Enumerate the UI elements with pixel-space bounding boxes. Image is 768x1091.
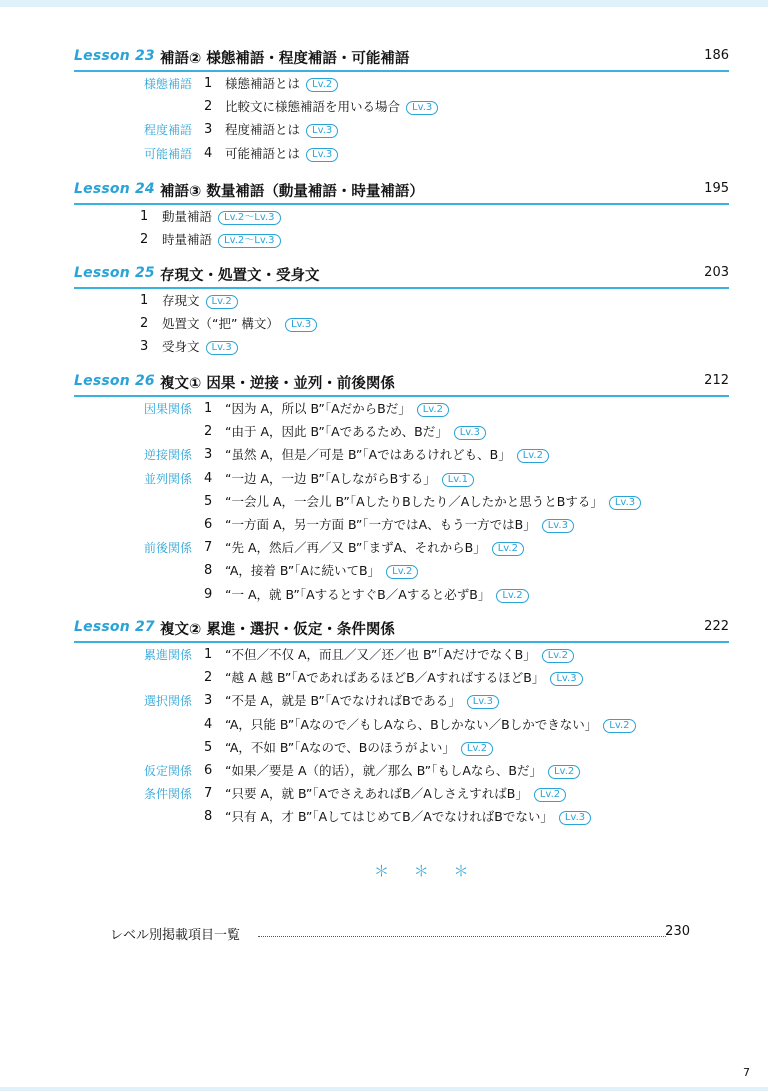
item-category: 仮定関係 <box>143 764 192 778</box>
toc-item[interactable] <box>74 399 729 421</box>
item-number: 5 <box>204 739 213 755</box>
toc-entry-label: レベル別掲載項目一覧 <box>110 928 241 943</box>
level-badge: Lv.3 <box>542 519 574 533</box>
item-category: 並列関係 <box>143 471 192 486</box>
item-text-wrap <box>162 291 238 311</box>
item-category: 前後関係 <box>143 541 192 556</box>
toc-item[interactable] <box>74 761 729 783</box>
page-number: 7 <box>743 1066 750 1079</box>
toc-item[interactable] <box>74 561 729 583</box>
item-text: 処置文（“把” 構文） <box>162 316 279 332</box>
item-number: 3 <box>204 447 213 463</box>
item-text-wrap <box>225 399 449 419</box>
toc-item[interactable] <box>74 445 729 467</box>
item-number: 5 <box>204 493 213 509</box>
item-text-wrap <box>225 784 566 804</box>
item-category: 因果関係 <box>143 402 192 416</box>
top-color-band <box>0 0 768 7</box>
toc-entry[interactable] <box>110 924 690 944</box>
toc-item[interactable] <box>74 585 729 607</box>
item-number: 3 <box>204 122 213 138</box>
level-badge: Lv.2 <box>548 765 580 779</box>
item-text: “只有 A，才 B”「AしてはじめてB／AでなければBでない」 <box>225 809 553 825</box>
level-badge: Lv.2～Lv.3 <box>218 234 281 248</box>
item-number: 1 <box>204 76 213 91</box>
lesson-block <box>74 48 729 161</box>
lesson-page-number: 212 <box>704 373 729 388</box>
toc-item[interactable] <box>74 314 729 336</box>
item-text: “先 A，然后／再／又 B”「まずA、それからB」 <box>225 540 486 556</box>
item-text: “A，接着 B”「Aに続いてB」 <box>225 563 381 579</box>
lesson-header[interactable] <box>74 48 729 72</box>
lesson-header[interactable] <box>74 181 729 205</box>
section-divider: ＊ ＊ ＊ <box>374 862 479 880</box>
item-number: 8 <box>204 809 213 825</box>
item-number: 4 <box>204 470 213 486</box>
level-badge: Lv.3 <box>550 672 582 686</box>
lesson-block <box>74 265 729 355</box>
item-text: 可能補語とは <box>225 145 301 161</box>
item-text-wrap <box>225 715 636 735</box>
item-text: “A，不如 B”「Aなので、Bのほうがよい」 <box>225 739 455 755</box>
item-text: 程度補語とは <box>225 122 301 138</box>
item-text-wrap <box>225 492 641 512</box>
item-number: 1 <box>140 209 149 224</box>
level-badge: Lv.2 <box>517 449 549 463</box>
item-text-wrap <box>225 807 591 827</box>
toc-item[interactable] <box>74 230 729 252</box>
lesson-page-number: 186 <box>704 48 729 63</box>
toc-item[interactable] <box>74 691 729 713</box>
item-number: 3 <box>204 693 213 709</box>
item-text-wrap <box>225 469 474 489</box>
item-text-wrap <box>162 314 317 334</box>
item-number: 9 <box>204 586 213 602</box>
toc-entry-page: 230 <box>665 924 690 939</box>
lesson-title: 複文① 因果・逆接・並列・前後関係 <box>160 376 395 392</box>
level-badge: Lv.3 <box>406 101 438 115</box>
item-number: 3 <box>140 339 149 355</box>
toc-item[interactable] <box>74 207 729 229</box>
lesson-page-number: 195 <box>704 181 729 196</box>
level-badge: Lv.3 <box>306 124 338 138</box>
item-number: 2 <box>140 232 149 248</box>
toc-item[interactable] <box>74 784 729 806</box>
dot-leader <box>258 936 666 937</box>
lesson-label: Lesson 26 <box>74 373 155 389</box>
item-number: 2 <box>204 670 213 686</box>
item-text-wrap <box>225 691 499 711</box>
lesson-header[interactable] <box>74 265 729 289</box>
level-badge: Lv.3 <box>467 695 499 709</box>
toc-item[interactable] <box>74 645 729 667</box>
item-text-wrap <box>225 144 338 164</box>
item-text: “一方面 A，另一方面 B”「一方ではA、もう一方ではB」 <box>225 517 536 532</box>
toc-item[interactable] <box>74 97 729 119</box>
item-text-wrap <box>225 561 418 581</box>
item-text-wrap <box>162 207 281 227</box>
item-category: 逆接関係 <box>143 448 192 463</box>
item-text: “越 A 越 B”「AであればあるほどB／AすればするほどB」 <box>225 670 545 686</box>
toc-item[interactable] <box>74 492 729 514</box>
level-badge: Lv.1 <box>442 473 474 487</box>
item-text: “虽然 A，但是／可是 B”「Aではあるけれども、B」 <box>225 447 511 463</box>
item-text-wrap <box>225 422 486 442</box>
toc-item[interactable] <box>74 337 729 359</box>
item-number: 7 <box>204 786 213 802</box>
item-text: “因为 A，所以 B”「AだからBだ」 <box>225 401 411 416</box>
level-badge: Lv.3 <box>454 426 486 440</box>
level-badge: Lv.3 <box>306 148 338 162</box>
level-badge: Lv.2 <box>492 542 524 556</box>
toc-item[interactable] <box>74 422 729 444</box>
item-number: 7 <box>204 540 213 556</box>
item-text-wrap <box>162 230 281 250</box>
lesson-label: Lesson 25 <box>74 265 155 281</box>
toc-item[interactable] <box>74 144 729 166</box>
lesson-label: Lesson 23 <box>74 48 155 64</box>
level-badge: Lv.2 <box>496 589 528 603</box>
item-number: 8 <box>204 563 213 579</box>
item-text-wrap <box>225 538 524 558</box>
toc-item[interactable] <box>74 120 729 142</box>
item-text: 受身文 <box>162 339 200 355</box>
item-text-wrap <box>225 761 580 781</box>
item-text: “不是 A，就是 B”「AでなければBである」 <box>225 693 461 709</box>
toc-item[interactable] <box>74 291 729 313</box>
item-text: 動量補語 <box>162 209 213 224</box>
lesson-block <box>74 373 729 602</box>
toc-item[interactable] <box>74 807 729 829</box>
item-text: “只要 A，就 B”「AでさえあればB／AしさえすればB」 <box>225 786 528 802</box>
item-number: 2 <box>204 99 213 115</box>
toc-item[interactable] <box>74 668 729 690</box>
item-text-wrap <box>225 97 438 117</box>
item-text-wrap <box>225 74 338 94</box>
level-badge: Lv.2 <box>306 78 338 92</box>
lesson-title: 存現文・処置文・受身文 <box>160 268 320 284</box>
level-badge: Lv.2 <box>386 565 418 579</box>
lesson-page-number: 203 <box>704 265 729 280</box>
item-text-wrap <box>225 645 574 665</box>
level-badge: Lv.2～Lv.3 <box>218 211 281 225</box>
item-text: 存現文 <box>162 293 200 308</box>
toc-item[interactable] <box>74 515 729 537</box>
item-category: 選択関係 <box>143 694 192 709</box>
item-text: “一 A，就 B”「AするとすぐB／Aすると必ずB」 <box>225 586 491 602</box>
bottom-color-band <box>0 1087 768 1091</box>
lesson-title: 補語② 様態補語・程度補語・可能補語 <box>160 51 410 67</box>
item-number: 4 <box>204 716 213 732</box>
lesson-header[interactable] <box>74 373 729 397</box>
item-text-wrap <box>225 515 574 535</box>
item-number: 6 <box>204 517 213 532</box>
level-badge: Lv.3 <box>285 318 317 332</box>
lesson-header[interactable] <box>74 619 729 643</box>
toc-item[interactable] <box>74 74 729 96</box>
item-text: “不但／不仅 A，而且／又／还／也 B”「AだけでなくB」 <box>225 647 536 662</box>
level-badge: Lv.3 <box>559 811 591 825</box>
level-badge: Lv.2 <box>461 742 493 756</box>
item-number: 1 <box>204 647 213 662</box>
item-text: 様態補語とは <box>225 76 301 91</box>
item-text-wrap <box>225 585 529 605</box>
item-text-wrap <box>225 668 583 688</box>
lesson-title: 補語③ 数量補語（動量補語・時量補語） <box>160 184 424 200</box>
level-badge: Lv.2 <box>534 788 566 802</box>
item-text-wrap <box>162 337 238 357</box>
item-text: 比較文に様態補語を用いる場合 <box>225 99 401 115</box>
item-text: “由于 A，因此 B”「Aであるため、Bだ」 <box>225 424 448 440</box>
level-badge: Lv.3 <box>609 496 641 510</box>
item-text: “如果／要是 A（的话），就／那么 B”「もしAなら、Bだ」 <box>225 763 542 778</box>
item-number: 2 <box>140 316 149 332</box>
level-badge: Lv.2 <box>542 649 574 663</box>
level-badge: Lv.2 <box>206 295 238 309</box>
toc-item[interactable] <box>74 715 729 737</box>
item-category: 累進関係 <box>143 648 192 662</box>
item-number: 4 <box>204 145 213 161</box>
lesson-title: 複文② 累進・選択・仮定・条件関係 <box>160 622 395 638</box>
level-badge: Lv.3 <box>206 341 238 355</box>
item-text: “一会儿 A，一会儿 B”「AしたりBしたり／Aしたかと思うとBする」 <box>225 493 603 509</box>
toc-item[interactable] <box>74 538 729 560</box>
lesson-page-number: 222 <box>704 619 729 634</box>
item-category: 可能補語 <box>143 146 192 161</box>
item-text: 時量補語 <box>162 232 213 248</box>
item-number: 2 <box>204 424 213 440</box>
item-category: 様態補語 <box>143 77 192 91</box>
item-category: 程度補語 <box>143 123 192 138</box>
lesson-block <box>74 619 729 825</box>
item-number: 1 <box>204 401 213 416</box>
item-text: “一边 A，一边 B”「AしながらBする」 <box>225 470 436 486</box>
item-number: 6 <box>204 763 213 778</box>
lesson-label: Lesson 24 <box>74 181 155 197</box>
item-text-wrap <box>225 738 493 758</box>
lesson-block <box>74 181 729 248</box>
item-text-wrap <box>225 120 338 140</box>
level-badge: Lv.2 <box>417 403 449 417</box>
toc-item[interactable] <box>74 738 729 760</box>
lesson-label: Lesson 27 <box>74 619 155 635</box>
item-text-wrap <box>225 445 549 465</box>
toc-item[interactable] <box>74 469 729 491</box>
item-text: “A，只能 B”「Aなので／もしAなら、Bしかない／Bしかできない」 <box>225 716 598 732</box>
item-number: 1 <box>140 293 149 308</box>
item-category: 条件関係 <box>143 787 192 802</box>
level-badge: Lv.2 <box>603 719 635 733</box>
